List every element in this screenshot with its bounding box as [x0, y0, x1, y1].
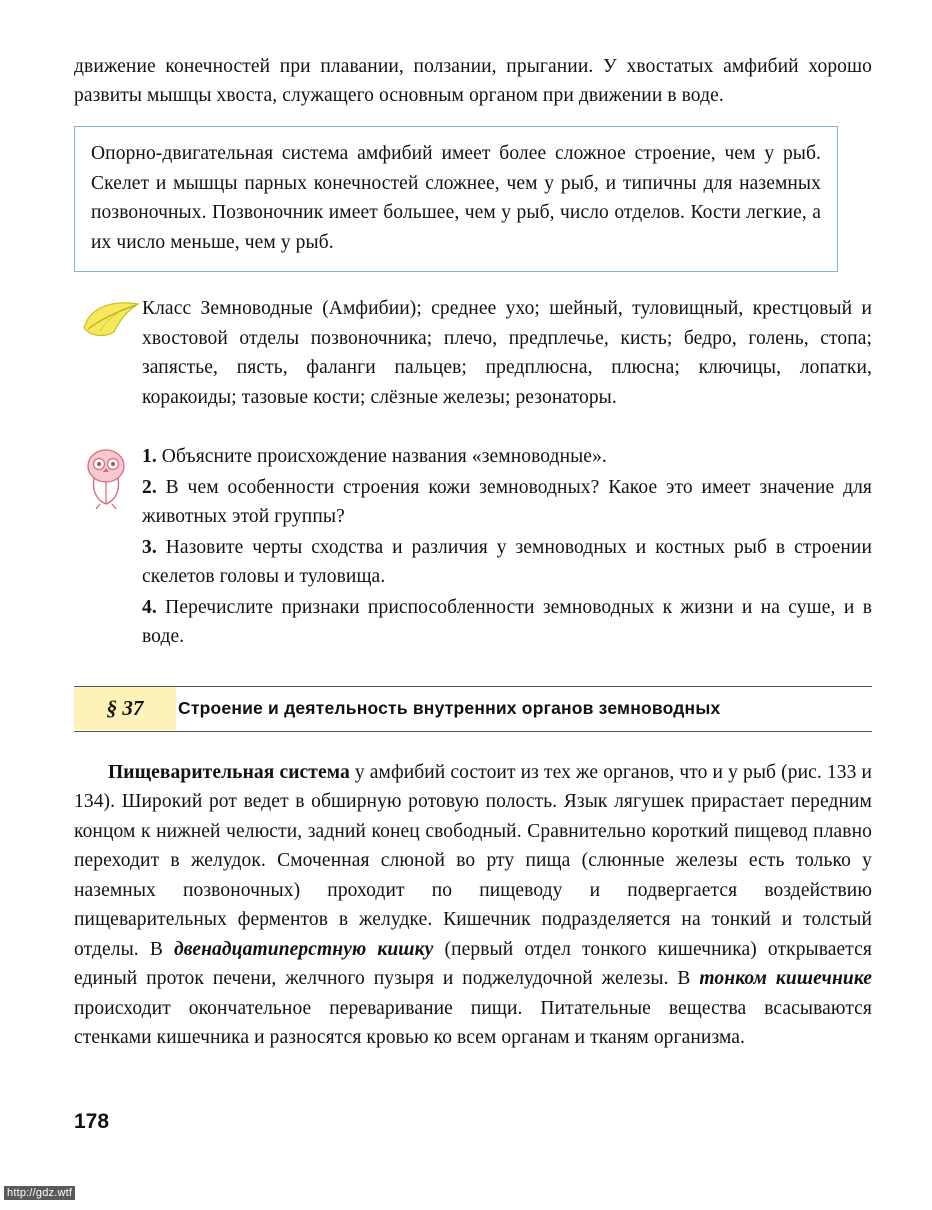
term-small-intestine: тонком кишечнике: [699, 968, 872, 989]
section-heading: [74, 686, 872, 732]
questions-text-wrap: [142, 442, 872, 652]
summary-box: [74, 126, 838, 272]
question-item: [142, 473, 872, 532]
key-terms-block: [74, 294, 872, 424]
term-duodenum: двенадцатиперстную кишку: [174, 938, 434, 960]
question-text: Объясните происхождение названия «земноводные».: [156, 446, 607, 467]
question-text: В чем особенности строения кожи земноводных? Какое это имеет значение для животных этой группы?: [142, 476, 872, 527]
question-number: 4.: [142, 596, 157, 618]
section-rule-bottom: [74, 731, 872, 732]
body-part-2: (первый отдел тонкого кишечника) открывается единый проток печени, желчного пузыря и поджелудочной железы. В: [74, 938, 872, 989]
page-number: 178: [74, 1110, 110, 1133]
questions-block: [74, 442, 872, 652]
body-paragraph: [74, 758, 872, 1053]
page-content: [74, 52, 872, 1053]
lead-term: Пищеварительная система: [108, 761, 350, 783]
watermark: http://gdz.wtf: [4, 1186, 75, 1200]
section-title: Строение и деятельность внутренних органов земноводных: [178, 697, 721, 718]
question-text: Перечислите признаки приспособленности земноводных к жизни и на суше, и в воде.: [142, 596, 872, 647]
section-number: § 37: [74, 687, 176, 730]
body-part-3: происходит окончательное переваривание пищи. Питательные вещества всасываются стенками кишечника и разносятся кровью ко всем органам и тканям организма.: [74, 997, 872, 1048]
question-number: 2.: [142, 476, 157, 498]
key-terms-text-wrap: [142, 294, 872, 412]
question-number: 3.: [142, 536, 157, 558]
body-part-1: у амфибий состоит из тех же органов, что и у рыб (рис. 133 и 134). Широкий рот ведет в обширную ротовую полость. Язык лягушек прирастает передним концом к нижней челюсти, задний конец свободный. Сравнительно короткий пищевод плавно переходит в желудок. Смоченная слюной во рту пища (слюнные железы есть только у наземных позвоночных) проходит по пищеводу и подвергается воздействию пищеварительных ферментов в желудке. Кишечник подразделяется на тонкий и толстый отделы. В: [74, 761, 872, 960]
leaf-icon: [80, 298, 142, 338]
intro-paragraph: движение конечностей при плавании, ползании, прыгании. У хвостатых амфибий хорошо развиты мышцы хвоста, служащего основным органом при движении в воде.: [74, 56, 872, 106]
key-terms-text: Класс Земноводные (Амфибии); среднее ухо; шейный, туловищный, крестцовый и хвостовой отделы позвоночника; плечо, предплечье, кисть; бедро, голень, стопа; запястье, пясть, фаланги пальцев; предплюсна, плюсна; ключицы, лопатки, коракоиды; тазовые кости; слёзные железы; резонаторы.: [142, 298, 872, 408]
question-item: [142, 533, 872, 592]
owl-icon: [82, 448, 136, 510]
question-text: Назовите черты сходства и различия у земноводных и костных рыб в строении скелетов головы и туловища.: [142, 536, 872, 587]
question-item: [142, 442, 872, 472]
question-item: [142, 593, 872, 652]
summary-text: Опорно-двигательная система амфибий имеет более сложное строение, чем у рыб. Скелет и мышцы парных конечностей сложнее, чем у рыб, и типичны для наземных позвоночных. Позвоночник имеет большее, чем у рыб, число отделов. Кости легкие, а их число меньше, чем у рыб.: [91, 143, 821, 253]
body-text-block: [74, 758, 872, 1053]
question-number: 1.: [142, 446, 157, 467]
